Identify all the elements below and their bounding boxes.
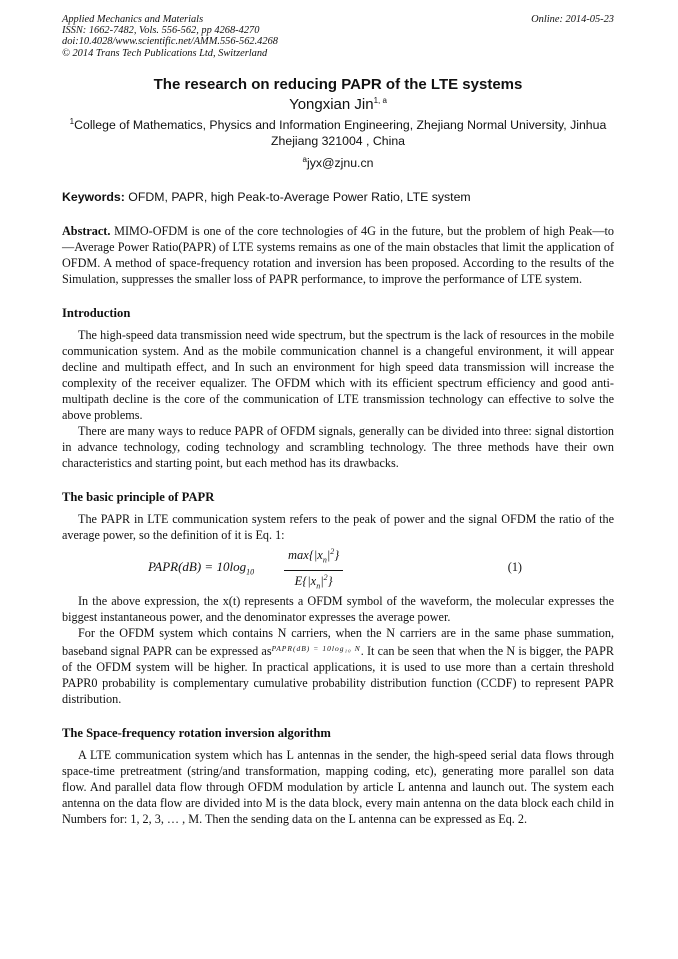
equation-number: (1) <box>507 559 522 574</box>
email-address[interactable]: jyx@zjnu.cn <box>306 155 374 170</box>
affiliation <box>62 117 614 149</box>
sfr-paragraph-1: A LTE communication system which has L antennas in the sender, the high-speed serial data flows through space-time pretreatment (string/and transformation, mapping coding, etc), generating more parallel son data flow. And parallel data flow through OFDM modulation by article L antenna and launch out. The system each antenna on the data flow are divided into M is the data block, every main antenna on the data block each child in Numbers for: 1, 2, 3, … , M. Then the sending data on the L antenna can be expressed as Eq. 2. <box>62 747 614 826</box>
section-heading-introduction: Introduction <box>62 305 131 320</box>
fraction-bar <box>284 570 343 571</box>
equation-fraction <box>284 547 343 595</box>
equation-denominator: $E\{|x_n|^2\}$ <box>294 573 333 591</box>
keywords-text: OFDM, PAPR, high Peak-to-Average Power Ratio, LTE system <box>124 189 471 204</box>
affiliation-sup: 1 <box>69 116 75 126</box>
paper-title: The research on reducing PAPR of the LTE systems <box>153 75 523 93</box>
issn-line: ISSN: 1662-7482, Vols. 556-562, pp 4268-4270 <box>62 25 260 37</box>
basic-paragraph-2: In the above expression, the x(t) represents a OFDM symbol of the waveform, the molecular expresses the biggest instantaneous power, and the denominator expresses the average power. <box>62 593 614 624</box>
author-line <box>62 97 614 113</box>
doi-line: doi:10.4028/www.scientific.net/AMM.556-562.4268 <box>62 36 278 48</box>
author-name: Yongxian Jin <box>289 95 374 113</box>
copyright-line: © 2014 Trans Tech Publications Ltd, Switzerland <box>62 47 268 59</box>
basic-paragraph-3: For the OFDM system which contains N carriers, when the N carriers are in the same phase summation, baseband signal PAPR can be expressed $as^{PAPR(dB) = 10log_{10} N}$. It can be seen that when the N is bigger, the PAPR of the OFDM system will be higher. In practical applications, it is used to use more than a certain threshold PAPR0 probability is complementary cumulative probability distribution function (CCDF) to represent PAPR distribution. <box>62 625 614 706</box>
journal-header <box>62 14 614 59</box>
section-heading-space-frequency: The Space-frequency rotation inversion algorithm <box>62 725 331 740</box>
abstract <box>62 223 614 287</box>
keywords-label: Keywords: <box>62 189 125 204</box>
equation-numerator: $\max\{|x_n|^2\}$ <box>288 546 340 565</box>
email-sup: a <box>302 154 307 164</box>
intro-paragraph-2: There are many ways to reduce PAPR of OFDM signals, generally can be divided into three: signal distortion in advance technology, coding technology and scrambling technology. The three methods have their own characteristics and starting point, but each method has its drawbacks. <box>62 423 614 470</box>
paper-page <box>62 14 614 827</box>
online-date: Online: 2014-05-23 <box>531 14 614 25</box>
abstract-label: Abstract. <box>62 223 111 238</box>
affiliation-line1: College of Mathematics, Physics and Information Engineering, Zhejiang Normal University, Jinhua <box>74 117 607 132</box>
basic-paragraph-1: The PAPR in LTE communication system refers to the peak of power and the signal OFDM the ratio of the average power, so the definition of it is Eq. 1: <box>62 511 614 542</box>
abstract-text: MIMO-OFDM is one of the core technologies of 4G in the future, but the problem of high Peak—to—Average Power Ratio(PAPR) of LTE systems remains as one of the main obstacles that limit the application of OFDM. A method of space-frequency rotation and inversion has been proposed. According to the results of the Simulation, suppresses the smaller loss of PAPR performance, to improve the performance of LTE system. <box>62 223 614 286</box>
author-sup: 1, a <box>373 95 387 105</box>
email-line <box>62 155 614 171</box>
equation-1 <box>62 545 614 589</box>
journal-name: Applied Mechanics and Materials <box>62 14 204 25</box>
keywords <box>62 189 614 205</box>
section-heading-basic-principle: The basic principle of PAPR <box>62 489 215 504</box>
affiliation-line2: Zhejiang 321004 , China <box>271 133 405 148</box>
intro-paragraph-1: The high-speed data transmission need wide spectrum, but the spectrum is the lack of resources in the mobile communication system. And as the mobile communication channel is a changeful environment, it will appear decline and multipath effect, and In such an environment for high speed data transmission will increase the complexity of the receiver equalizer. The OFDM which with its efficient spectrum efficiency and good anti-multipath decline is the core of the communication of LTE transmission technology can effective to solve the above problems. <box>62 327 614 422</box>
equation-lhs: PAPR(dB) = $10\log_{10}$ <box>148 558 255 577</box>
inline-formula: PAPR(dB) = 10log₁₀ N <box>271 643 361 653</box>
